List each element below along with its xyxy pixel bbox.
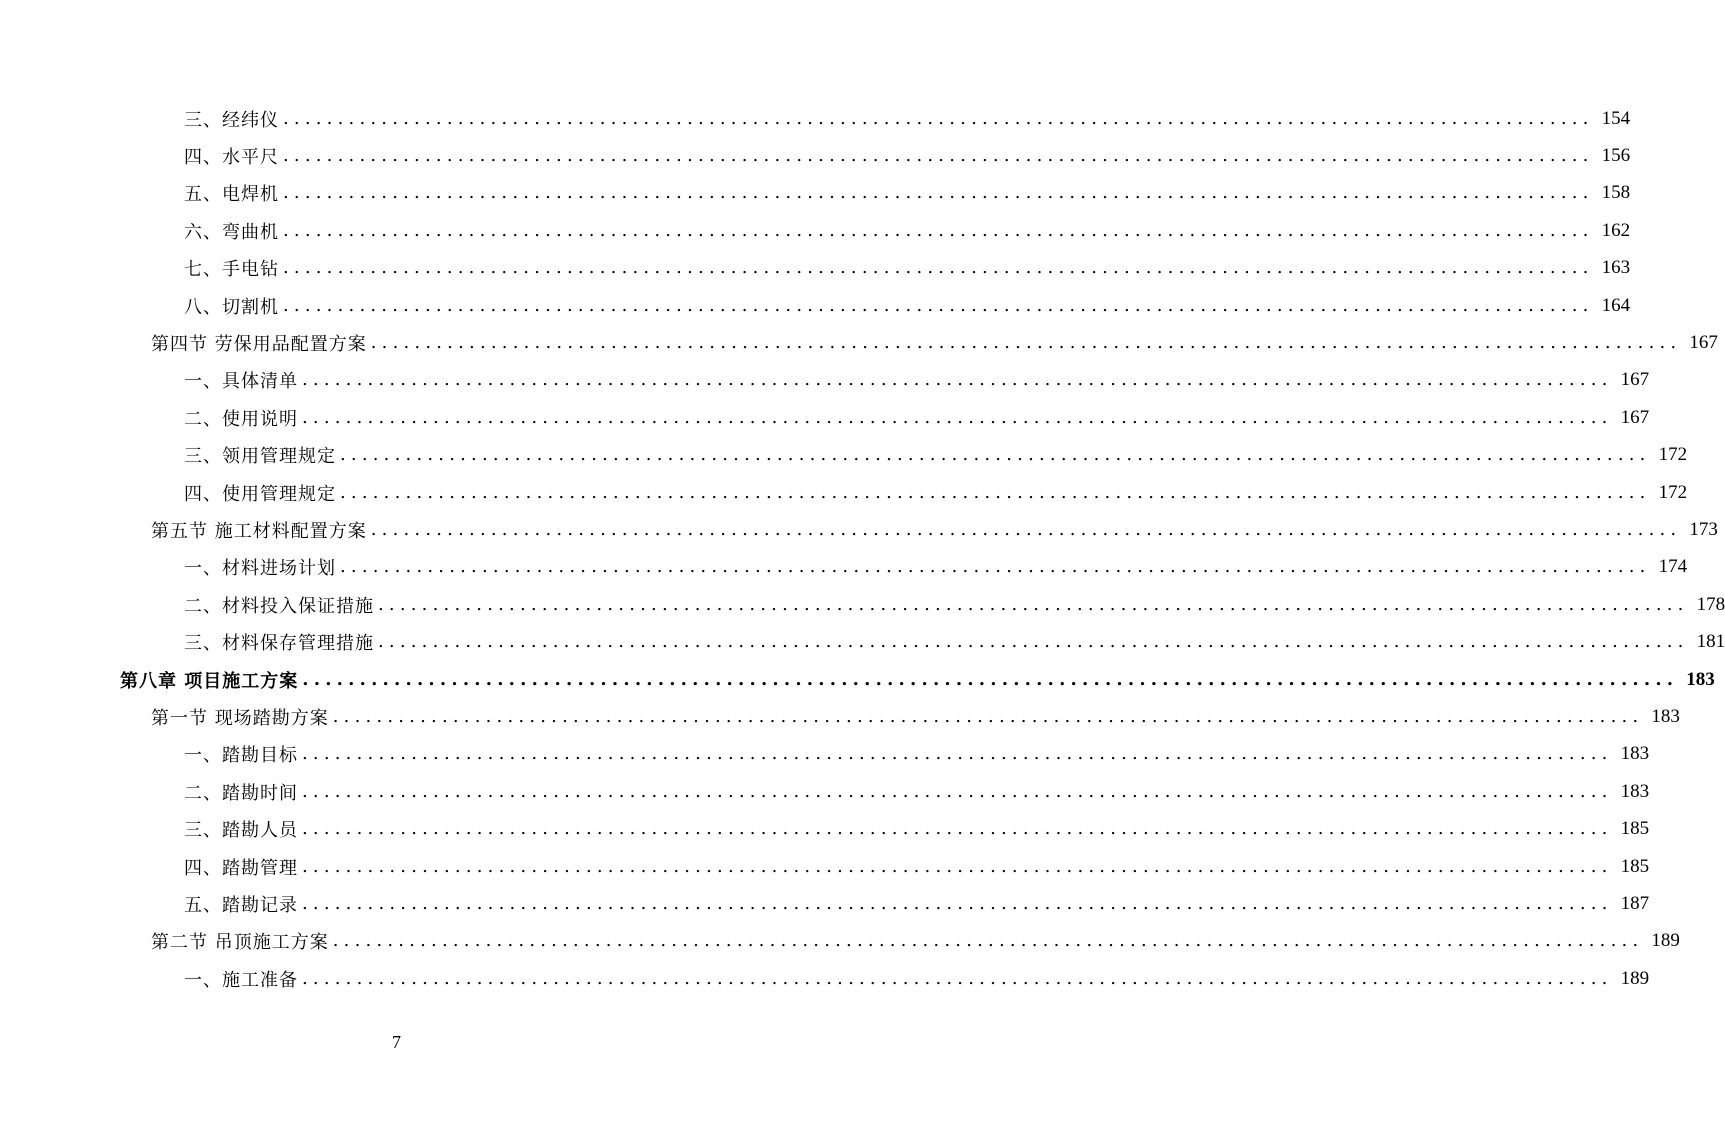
- toc-entry-title: 五、电焊机: [184, 184, 279, 206]
- toc-entry-title: 一、材料进场计划: [184, 558, 336, 580]
- toc-chapter-entry[interactable]: [0, 661, 1715, 698]
- toc-entry-title: 第一节 现场踏勘方案: [151, 707, 329, 729]
- toc-entry-page-number: 154: [1601, 107, 1631, 129]
- toc-dot-leader: ........................................................................................................................: [332, 930, 1644, 952]
- toc-entry-page-number: 185: [1620, 818, 1650, 840]
- toc-entry-title: 第八章 项目施工方案: [120, 670, 299, 692]
- toc-entry-title: 一、施工准备: [184, 969, 298, 991]
- toc-entry-page-number: 156: [1601, 145, 1631, 167]
- toc-entry-title: 五、踏勘记录: [184, 894, 298, 916]
- toc-dot-leader: ........................................................................................................................: [283, 145, 1594, 167]
- toc-item-entry[interactable]: [0, 848, 1650, 885]
- toc-item-entry[interactable]: [0, 137, 1631, 174]
- toc-dot-leader: ........................................................................................................................: [283, 294, 1594, 316]
- toc-item-entry[interactable]: [0, 549, 1688, 586]
- toc-entry-page-number: 167: [1689, 332, 1718, 354]
- toc-dot-leader: ........................................................................................................................: [340, 481, 1651, 503]
- toc-dot-leader: ........................................................................................................................: [370, 332, 1682, 354]
- toc-item-entry[interactable]: [0, 885, 1650, 922]
- toc-item-entry[interactable]: [0, 175, 1631, 212]
- toc-entry-page-number: 158: [1601, 182, 1631, 204]
- toc-item-entry[interactable]: [0, 960, 1650, 997]
- toc-entry-title: 第四节 劳保用品配置方案: [151, 334, 367, 356]
- toc-entry-title: 三、材料保存管理措施: [184, 633, 374, 655]
- toc-dot-leader: ........................................................................................................................: [302, 967, 1613, 989]
- toc-entry-page-number: 181: [1696, 631, 1725, 653]
- toc-entry-title: 六、弯曲机: [184, 221, 279, 243]
- toc-item-entry[interactable]: [0, 810, 1650, 847]
- toc-entry-title: 四、水平尺: [184, 147, 279, 169]
- toc-entry-title: 三、领用管理规定: [184, 446, 336, 468]
- toc-dot-leader: ........................................................................................................................: [283, 107, 1594, 129]
- toc-item-entry[interactable]: [0, 586, 1725, 623]
- toc-entry-title: 第五节 施工材料配置方案: [151, 520, 367, 542]
- toc-section-entry[interactable]: [0, 511, 1718, 548]
- toc-item-entry[interactable]: [0, 623, 1725, 660]
- toc-entry-title: 四、使用管理规定: [184, 483, 336, 505]
- toc-entry-title: 三、踏勘人员: [184, 820, 298, 842]
- toc-entry-title: 八、切割机: [184, 296, 279, 318]
- toc-item-entry[interactable]: [0, 437, 1688, 474]
- toc-item-entry[interactable]: [0, 399, 1650, 436]
- toc-dot-leader: ........................................................................................................................: [340, 556, 1651, 578]
- toc-item-entry[interactable]: [0, 773, 1650, 810]
- toc-entry-page-number: 172: [1658, 444, 1688, 466]
- toc-dot-leader: ........................................................................................................................: [302, 780, 1613, 802]
- toc-entry-page-number: 174: [1658, 556, 1688, 578]
- toc-item-entry[interactable]: [0, 736, 1650, 773]
- toc-entry-page-number: 189: [1651, 930, 1680, 952]
- toc-item-entry[interactable]: [0, 212, 1631, 249]
- toc-entry-title: 四、踏勘管理: [184, 857, 298, 879]
- toc-dot-leader: ........................................................................................................................: [302, 369, 1613, 391]
- toc-entry-title: 一、具体清单: [184, 371, 298, 393]
- toc-item-entry[interactable]: [0, 474, 1688, 511]
- toc-dot-leader: ........................................................................................................................: [370, 518, 1682, 540]
- toc-entry-page-number: 187: [1620, 892, 1650, 914]
- toc-entry-title: 第二节 吊顶施工方案: [151, 932, 329, 954]
- toc-entry-page-number: 162: [1601, 219, 1631, 241]
- toc-entry-title: 三、经纬仪: [184, 109, 279, 131]
- toc-entry-title: 七、手电钻: [184, 259, 279, 281]
- toc-entry-title: 一、踏勘目标: [184, 745, 298, 767]
- toc-section-entry[interactable]: [0, 923, 1680, 960]
- toc-entry-page-number: 173: [1689, 518, 1718, 540]
- toc-item-entry[interactable]: [0, 250, 1631, 287]
- toc-entry-page-number: 163: [1601, 257, 1631, 279]
- table-of-contents: [0, 100, 1725, 997]
- toc-entry-page-number: 183: [1620, 743, 1650, 765]
- toc-dot-leader: ........................................................................................................................: [378, 631, 1689, 653]
- toc-dot-leader: ........................................................................................................................: [302, 818, 1613, 840]
- toc-entry-page-number: 167: [1620, 369, 1650, 391]
- toc-entry-page-number: 167: [1620, 406, 1650, 428]
- toc-entry-title: 二、使用说明: [184, 408, 298, 430]
- toc-dot-leader: ........................................................................................................................: [302, 743, 1613, 765]
- toc-entry-title: 二、踏勘时间: [184, 782, 298, 804]
- toc-entry-page-number: 178: [1696, 593, 1725, 615]
- toc-entry-page-number: 189: [1620, 967, 1650, 989]
- toc-item-entry[interactable]: [0, 100, 1631, 137]
- toc-dot-leader: ........................................................................................................................: [302, 855, 1613, 877]
- toc-entry-page-number: 185: [1620, 855, 1650, 877]
- toc-dot-leader: ........................................................................................................................: [302, 406, 1613, 428]
- toc-entry-page-number: 172: [1658, 481, 1688, 503]
- toc-dot-leader: ........................................................................................................................: [302, 892, 1613, 914]
- toc-entry-page-number: 183: [1686, 668, 1715, 690]
- toc-dot-leader: ........................................................................................................................: [340, 444, 1651, 466]
- toc-dot-leader: ........................................................................................................................: [332, 705, 1644, 727]
- toc-item-entry[interactable]: [0, 287, 1631, 324]
- toc-section-entry[interactable]: [0, 324, 1718, 361]
- toc-dot-leader: ........................................................................................................................: [283, 219, 1594, 241]
- toc-entry-page-number: 183: [1620, 780, 1650, 802]
- toc-dot-leader: ........................................................................................................................: [283, 257, 1594, 279]
- toc-dot-leader: ........................................................................................................................: [302, 668, 1679, 690]
- toc-entry-page-number: 164: [1601, 294, 1631, 316]
- toc-entry-title: 二、材料投入保证措施: [184, 595, 374, 617]
- toc-section-entry[interactable]: [0, 698, 1680, 735]
- toc-dot-leader: ........................................................................................................................: [283, 182, 1594, 204]
- toc-entry-page-number: 183: [1651, 705, 1680, 727]
- toc-dot-leader: ........................................................................................................................: [378, 593, 1689, 615]
- page-number: 7: [392, 1032, 401, 1052]
- toc-item-entry[interactable]: [0, 362, 1650, 399]
